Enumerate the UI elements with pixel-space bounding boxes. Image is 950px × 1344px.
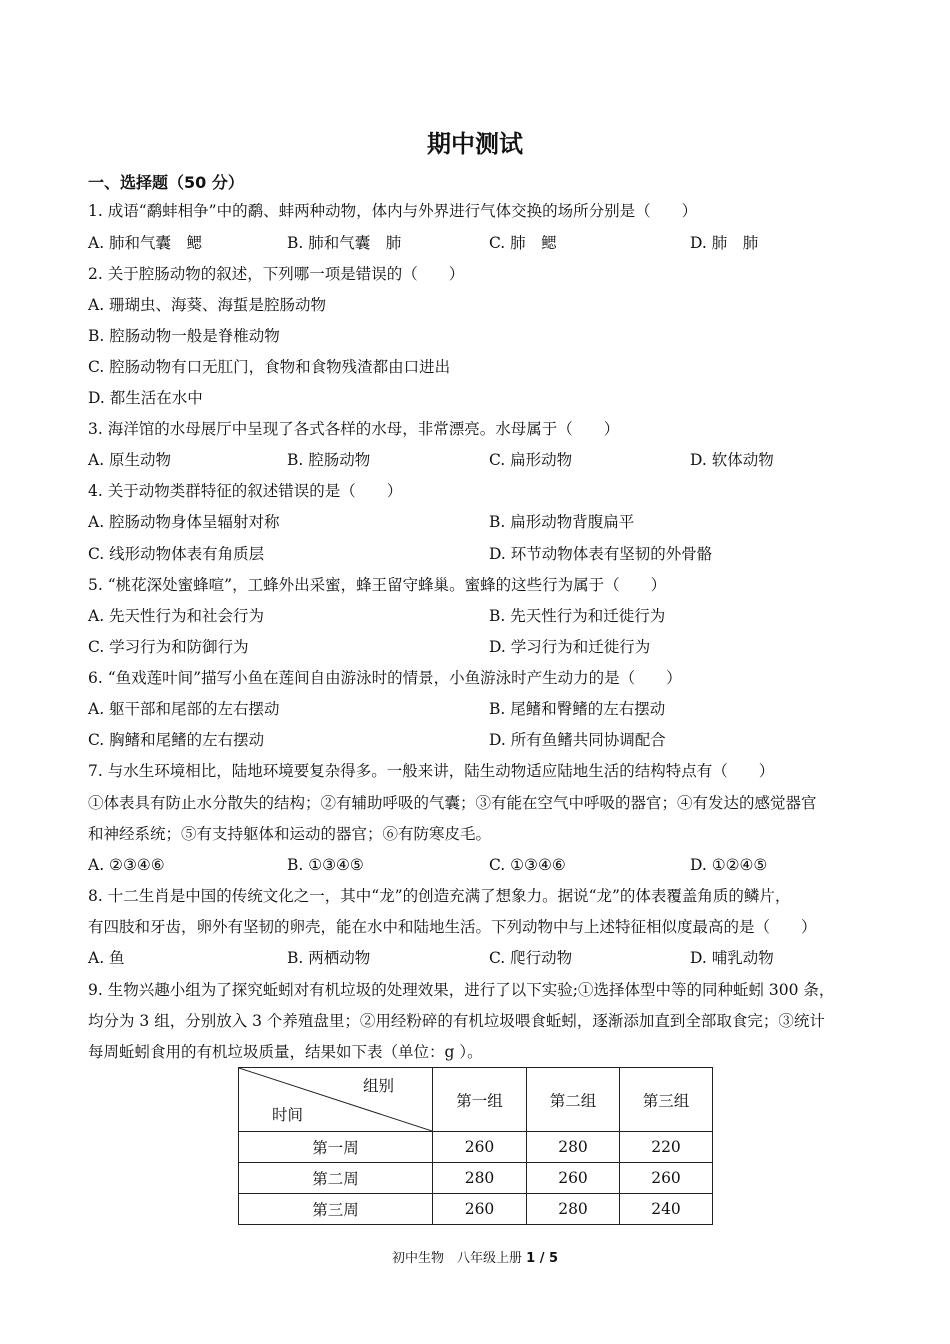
question-7-stem: 7. 与水生环境相比，陆地环境要复杂得多。一般来讲，陆生动物适应陆地生活的结构特点有（ ）: [88, 762, 775, 780]
table-cell: 280: [433, 1163, 527, 1194]
question-8-line-2: 有四肢和牙齿，卵外有坚韧的卵壳，能在水中和陆地生活。下列动物中与上述特征相似度最高的是（ ）: [88, 918, 817, 936]
q1-option-d: D. 肺 肺: [690, 234, 759, 252]
table-row: [239, 1194, 713, 1225]
table-cell: 260: [620, 1163, 713, 1194]
q8-option-b: B. 两栖动物: [287, 949, 371, 967]
question-4-stem: 4. 关于动物类群特征的叙述错误的是（ ）: [88, 482, 403, 500]
question-1-stem: 1. 成语“鹬蚌相争”中的鹬、蚌两种动物，体内与外界进行气体交换的场所分别是（ ）: [88, 202, 698, 220]
table-cell: 260: [433, 1132, 527, 1163]
table-row: [239, 1163, 713, 1194]
row-label: 第二周: [239, 1163, 433, 1194]
table-header-cell: 第二组: [527, 1068, 620, 1132]
q1-option-a: A. 肺和气囊 鳃: [88, 234, 203, 252]
q2-option-a: A. 珊瑚虫、海葵、海蜇是腔肠动物: [88, 296, 327, 314]
q6-option-a: A. 躯干部和尾部的左右摆动: [88, 700, 280, 718]
q5-option-d: D. 学习行为和迁徙行为: [489, 638, 651, 656]
table-header-cell: 第三组: [620, 1068, 713, 1132]
q3-option-a: A. 原生动物: [88, 451, 172, 469]
question-5-stem: 5. “桃花深处蜜蜂喧”，工蜂外出采蜜，蜂王留守蜂巢。蜜蜂的这些行为属于（ ）: [88, 576, 667, 594]
q8-option-c: C. 爬行动物: [489, 949, 573, 967]
table-cell: 280: [527, 1132, 620, 1163]
table-cell: 260: [433, 1194, 527, 1225]
table-cell: 240: [620, 1194, 713, 1225]
table-cell: 220: [620, 1132, 713, 1163]
q2-option-d: D. 都生活在水中: [88, 389, 203, 407]
q5-option-a: A. 先天性行为和社会行为: [88, 607, 265, 625]
question-9-line-1: 9. 生物兴趣小组为了探究蚯蚓对有机垃圾的处理效果，进行了以下实验;①选择体型中等的同种蚯蚓 300 条，: [88, 981, 835, 999]
q7-option-c: C. ①③④⑥: [489, 856, 566, 874]
q7-option-b: B. ①③④⑤: [287, 856, 364, 874]
question-7-line-2: ①体表具有防止水分散失的结构；②有辅助呼吸的气囊；③有能在空气中呼吸的器官；④有发达的感觉器官: [88, 794, 817, 812]
q1-option-b: B. 肺和气囊 肺: [287, 234, 402, 252]
page-footer: [0, 1247, 950, 1266]
question-9-line-2: 均分为 3 组，分别放入 3 个养殖盘里；②用经粉碎的有机垃圾喂食蚯蚓，逐渐添加直到全部取食完；③统计: [88, 1012, 825, 1030]
q2-option-c: C. 腔肠动物有口无肛门，食物和食物残渣都由口进出: [88, 358, 451, 376]
corner-label-time: 时间: [272, 1106, 304, 1124]
q7-option-a: A. ②③④⑥: [88, 856, 165, 874]
table-cell: 280: [527, 1194, 620, 1225]
row-label: 第三周: [239, 1194, 433, 1225]
q1-option-c: C. 肺 鳃: [489, 234, 557, 252]
q3-option-c: C. 扁形动物: [489, 451, 573, 469]
q4-option-c: C. 线形动物体表有角质层: [88, 545, 265, 563]
question-2-stem: 2. 关于腔肠动物的叙述，下列哪一项是错误的（ ）: [88, 265, 465, 283]
page-number: 1 / 5: [526, 1251, 559, 1266]
question-6-stem: 6. “鱼戏莲叶间”描写小鱼在莲间自由游泳时的情景，小鱼游泳时产生动力的是（ ）: [88, 669, 682, 687]
q4-option-d: D. 环节动物体表有坚韧的外骨骼: [489, 545, 713, 563]
section-heading: 一、选择题（50 分）: [88, 173, 244, 192]
question-3-stem: 3. 海洋馆的水母展厅中呈现了各式各样的水母，非常漂亮。水母属于（ ）: [88, 420, 620, 438]
q6-option-c: C. 胸鳍和尾鳍的左右摆动: [88, 731, 265, 749]
table-row: [239, 1132, 713, 1163]
question-9-line-3: 每周蚯蚓食用的有机垃圾质量，结果如下表（单位：g ）。: [88, 1043, 483, 1061]
page-title: 期中测试: [427, 130, 523, 158]
table-corner-cell: [239, 1068, 433, 1132]
question-8-line-1: 8. 十二生肖是中国的传统文化之一，其中“龙”的创造充满了想象力。据说“龙”的体表覆盖角质的鳞片，: [88, 887, 791, 905]
diagonal-divider: [239, 1068, 432, 1131]
results-table: [238, 1067, 713, 1225]
q5-option-b: B. 先天性行为和迁徙行为: [489, 607, 666, 625]
table-cell: 260: [527, 1163, 620, 1194]
q5-option-c: C. 学习行为和防御行为: [88, 638, 249, 656]
q3-option-b: B. 腔肠动物: [287, 451, 371, 469]
q7-option-d: D. ①②④⑤: [690, 856, 768, 874]
q3-option-d: D. 软体动物: [690, 451, 774, 469]
corner-label-group: 组别: [362, 1077, 394, 1095]
q2-option-b: B. 腔肠动物一般是脊椎动物: [88, 327, 280, 345]
table-header-cell: 第一组: [433, 1068, 527, 1132]
table-header-row: [239, 1068, 713, 1132]
q4-option-b: B. 扁形动物背腹扁平: [489, 513, 635, 531]
q4-option-a: A. 腔肠动物身体呈辐射对称: [88, 513, 280, 531]
question-7-line-3: 和神经系统；⑤有支持躯体和运动的器官；⑥有防寒皮毛。: [88, 825, 492, 843]
q6-option-d: D. 所有鱼鳍共同协调配合: [489, 731, 666, 749]
row-label: 第一周: [239, 1132, 433, 1163]
q6-option-b: B. 尾鳍和臀鳍的左右摆动: [489, 700, 666, 718]
footer-text: 初中生物 八年级上册: [391, 1251, 522, 1266]
q8-option-d: D. 哺乳动物: [690, 949, 774, 967]
q8-option-a: A. 鱼: [88, 949, 125, 967]
